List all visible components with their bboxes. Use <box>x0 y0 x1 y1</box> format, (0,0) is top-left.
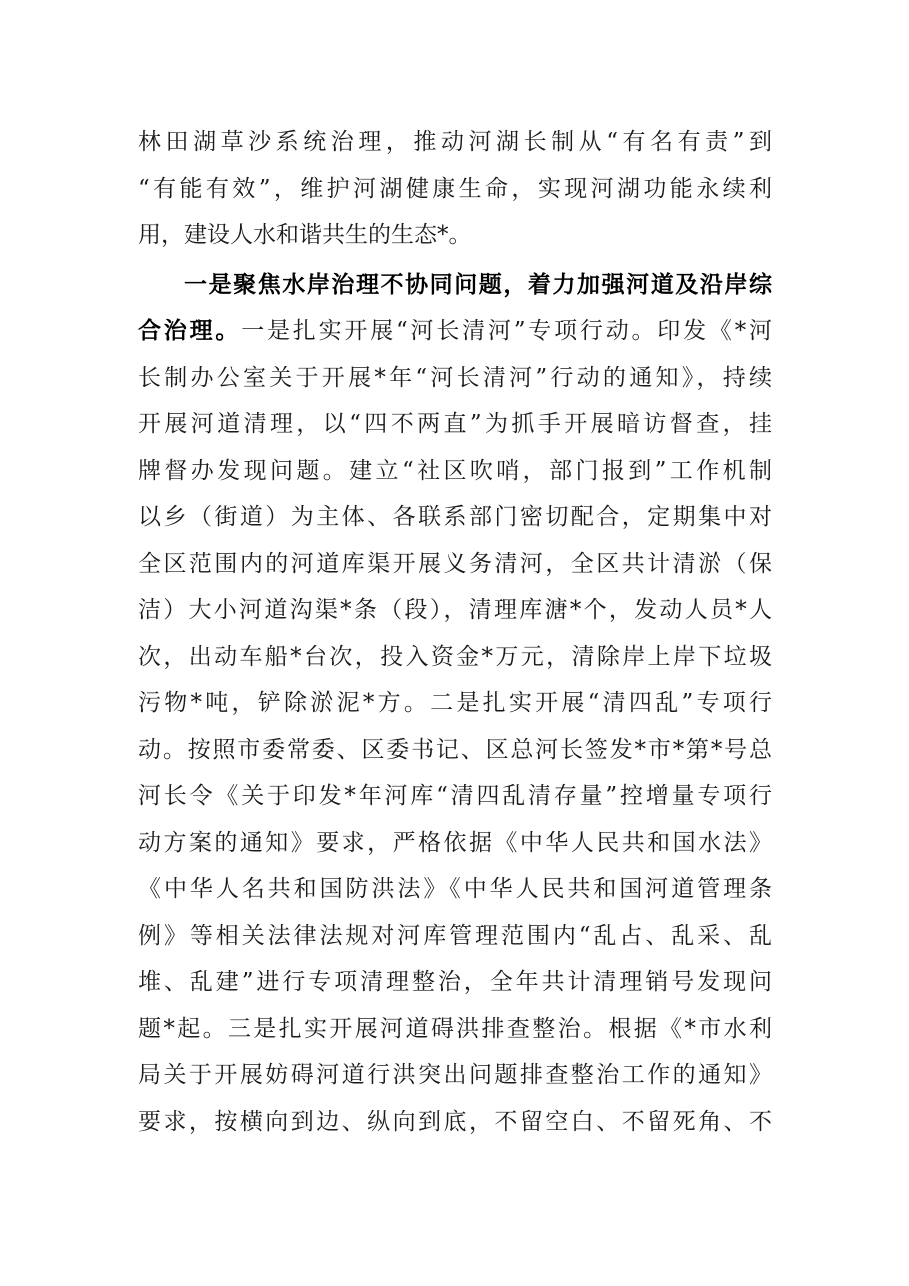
text-line: 用，建设人水和谐共生的生态*。 <box>138 222 472 248</box>
text-line: 林田湖草沙系统治理，推动河湖长制从“有名有责”到 <box>138 129 772 155</box>
text-line: 长制办公室关于开展*年“河长清河”行动的通知》，持续 <box>138 364 772 391</box>
text-line: 堆、乱建”进行专项清理整治，全年共计清理销号发现问 <box>138 969 772 995</box>
text-line: 污物*吨，铲除淤泥*方。二是扎实开展“清四乱”专项行 <box>138 690 772 716</box>
paragraph-heading-tail: 合治理。 <box>138 317 242 344</box>
text-line: “有能有效”，维护河湖健康生命，实现河湖功能永续利 <box>138 175 772 202</box>
text-line: 局关于开展妨碍河道行洪突出问题排查整治工作的通知》 <box>138 1062 772 1088</box>
text-line: 河长令《关于印发*年河库“清四乱清存量”控增量专项行 <box>138 783 772 809</box>
document-body <box>138 119 772 1145</box>
text-line: 牌督办发现问题。建立“社区吹哨，部门报到”工作机制 <box>138 457 772 484</box>
paragraph-1 <box>138 119 772 259</box>
text-line: 《中华人名共和国防洪法》《中华人民共和国河道管理条 <box>138 876 772 902</box>
text-line: 题*起。三是扎实开展河道碍洪排查整治。根据《*市水利 <box>138 1015 772 1042</box>
text-line: 动方案的通知》要求，严格依据《中华人民共和国水法》 <box>138 829 772 856</box>
text-line: 例》等相关法律法规对河库管理范围内“乱占、乱采、乱 <box>138 922 772 949</box>
paragraph-heading-line: 一是聚焦水岸治理不协同问题，着力加强河道及沿岸综 <box>184 270 772 298</box>
text-line: 洁）大小河道沟渠*条（段），清理库溏*个，发动人员*人 <box>138 597 772 623</box>
text-line: 动。按照市委常委、区委书记、区总河长签发*市*第*号总 <box>138 736 772 763</box>
text-line: 次，出动车船*台次，投入资金*万元，清除岸上岸下垃圾 <box>138 643 772 670</box>
text-line: 全区范围内的河道库渠开展义务清河，全区共计清淤（保 <box>138 550 772 577</box>
text-line <box>138 308 772 355</box>
paragraph-2 <box>138 262 772 1146</box>
text-line-rest: 一是扎实开展“河长清河”专项行动。印发《*河 <box>241 318 772 344</box>
text-line: 以乡（街道）为主体、各联系部门密切配合，定期集中对 <box>138 504 772 530</box>
text-line: 要求，按横向到边、纵向到底，不留空白、不留死角、不 <box>138 1108 772 1135</box>
text-line: 开展河道清理，以“四不两直”为抓手开展暗访督查，挂 <box>138 411 772 437</box>
